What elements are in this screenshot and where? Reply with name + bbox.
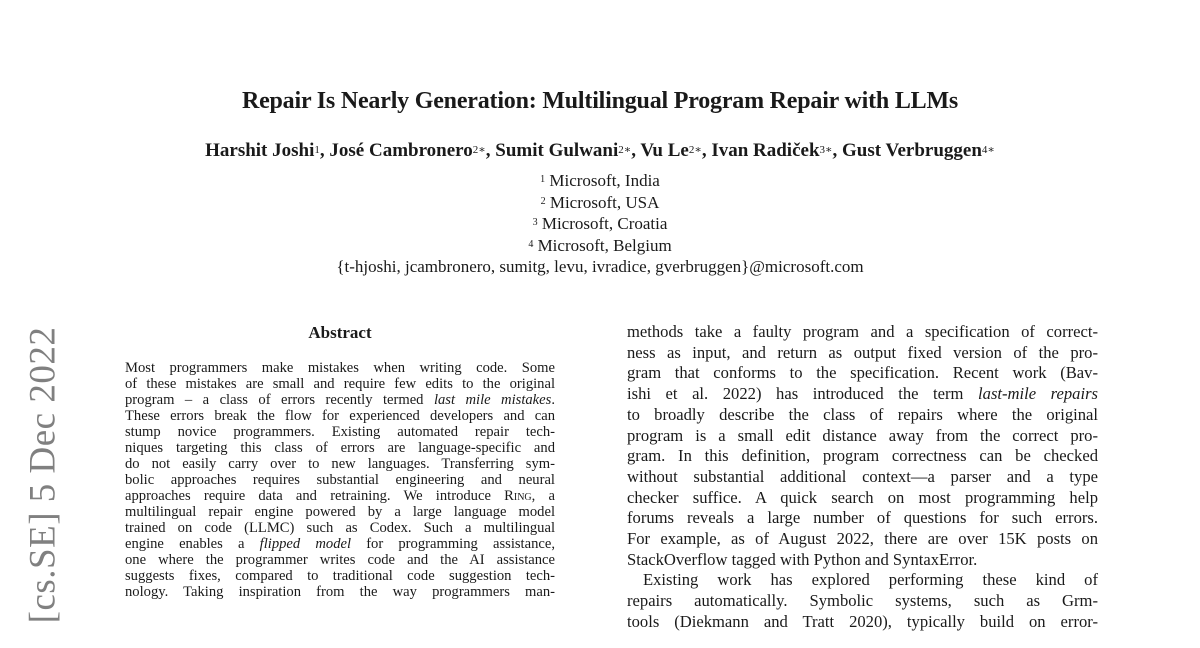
author-separator: , (701, 140, 712, 161)
text-run: niques targeting this class of errors are language-specific and (125, 440, 555, 456)
text-line (125, 472, 555, 488)
text-run: of these mistakes are small and require few edits to the original (125, 376, 555, 392)
text-run: do not easily carry over to new languages. Transferring sym- (125, 456, 555, 472)
text-run: approaches require data and retraining. We introduce (125, 488, 505, 504)
author-separator: , (832, 140, 843, 161)
arxiv-side-stamp (8, 310, 78, 640)
arxiv-stamp-text: [cs.SE] 5 Dec 2022 (22, 326, 64, 624)
text-run: checker suffice. A quick search on most programming help (627, 487, 1098, 507)
emphasized-text: last-mile repairs (978, 384, 1098, 404)
text-line (627, 591, 1098, 612)
author-name: Gust Verbruggen (842, 140, 982, 161)
author-name: Vu Le (640, 140, 689, 161)
text-run: bolic approaches requires substantial engineering and neural (125, 472, 555, 488)
text-run: tools (Diekmann and Tratt 2020), typically build on error- (627, 611, 1098, 631)
text-line (627, 384, 1098, 405)
author-affiliation-marker: 2∗ (688, 144, 702, 156)
text-run: stump novice programmers. Existing automated repair tech- (125, 424, 555, 440)
emphasized-text: flipped model (259, 536, 352, 552)
text-line (627, 343, 1098, 364)
author-name: Sumit Gulwani (495, 140, 619, 161)
author-name: José Cambronero (329, 140, 473, 161)
author-separator: , (631, 140, 641, 161)
text-run: engine enables a (125, 536, 260, 552)
introduction-body (627, 322, 1098, 633)
text-run: one where the programmer writes code and the AI assistance (125, 552, 555, 568)
system-name: Ring (504, 488, 532, 504)
text-run: program – a class of errors recently termed (125, 392, 434, 408)
text-run: to broadly describe the class of repairs where the original (627, 404, 1098, 424)
affiliations (0, 170, 1200, 278)
abstract-heading: Abstract (308, 323, 372, 342)
author-list (0, 138, 1200, 164)
author-name: Ivan Radiček (711, 140, 820, 161)
text-line (627, 426, 1098, 447)
text-line (627, 529, 1098, 550)
text-line (627, 570, 1098, 591)
text-line (627, 363, 1098, 384)
emphasized-text: last mile mistakes (433, 392, 552, 408)
text-line (125, 536, 555, 552)
author-separator: , (319, 140, 330, 161)
affiliation-1: $^1$ Microsoft, India (540, 171, 660, 190)
text-run: for programming assistance, (351, 536, 555, 552)
author-affiliation-marker: 1 (314, 144, 320, 156)
author-name: Harshit Joshi (205, 140, 315, 161)
author-affiliation-marker: 2∗ (618, 144, 632, 156)
text-run: StackOverflow tagged with Python and SyntaxError. (627, 549, 978, 569)
abstract-body (125, 360, 555, 600)
text-run: Most programmers make mistakes when writing code. Some (125, 360, 555, 376)
text-run: gram. In this definition, program correctness can be checked (627, 446, 1098, 466)
text-run: ishi et al. 2022) has introduced the term (627, 384, 979, 404)
text-line (125, 488, 555, 504)
text-line (627, 446, 1098, 467)
text-run: methods take a faulty program and a specification of correct- (627, 322, 1098, 341)
text-run: repairs automatically. Symbolic systems, such as Grm- (627, 591, 1098, 611)
text-run: These errors break the flow for experienced developers and can (125, 408, 555, 424)
text-line (627, 488, 1098, 509)
text-line (125, 440, 555, 456)
text-run: . (551, 392, 555, 408)
text-run: nology. Taking inspiration from the way programmers man- (125, 584, 555, 600)
text-run: multilingual repair engine powered by a large language model (125, 504, 555, 520)
text-line (627, 612, 1098, 633)
affiliation-4: $^4$ Microsoft, Belgium (528, 235, 672, 255)
text-line (125, 360, 555, 376)
text-run: , a (531, 488, 555, 504)
text-line (125, 584, 555, 600)
text-run: Existing work has explored performing these kind of (643, 570, 1098, 590)
text-line (125, 424, 555, 440)
affiliation-3: $^3$ Microsoft, Croatia (532, 214, 668, 233)
text-line (627, 550, 1098, 571)
text-line (627, 467, 1098, 488)
text-line (627, 405, 1098, 426)
author-affiliation-marker: 4∗ (981, 144, 995, 156)
text-line (125, 392, 555, 408)
text-line (125, 568, 555, 584)
text-run: For example, as of August 2022, there are over 15K posts on (627, 529, 1098, 549)
text-line (125, 520, 555, 536)
text-run: forums reveals a large number of questions for such errors. (627, 508, 1098, 528)
text-run: suggests fixes, compared to traditional code suggestion tech- (125, 568, 555, 584)
paper-title: Repair Is Nearly Generation: Multilingual Program Repair with LLMs (241, 88, 959, 114)
text-line (125, 408, 555, 424)
text-line (627, 322, 1098, 343)
text-run: gram that conforms to the specification. Recent work (Bav- (627, 363, 1098, 383)
affiliation-2: $^2$ Microsoft, USA (540, 192, 660, 212)
author-emails: {t-hjoshi, jcambronero, sumitg, levu, ivradice, gverbruggen}@microsoft.com (336, 257, 864, 276)
text-run: program is a small edit distance away from the correct pro- (627, 425, 1098, 445)
text-run: ness as input, and return as output fixed version of the pro- (627, 342, 1098, 362)
text-line (627, 508, 1098, 529)
text-run: without substantial additional context—a parser and a type (627, 466, 1098, 486)
text-line (125, 376, 555, 392)
author-affiliation-marker: 3∗ (819, 144, 833, 156)
text-line (125, 552, 555, 568)
author-separator: , (485, 140, 496, 161)
text-line (125, 456, 555, 472)
author-affiliation-marker: 2∗ (472, 144, 486, 156)
text-line (125, 504, 555, 520)
text-run: trained on code (LLMC) such as Codex. Such a multilingual (125, 520, 555, 536)
